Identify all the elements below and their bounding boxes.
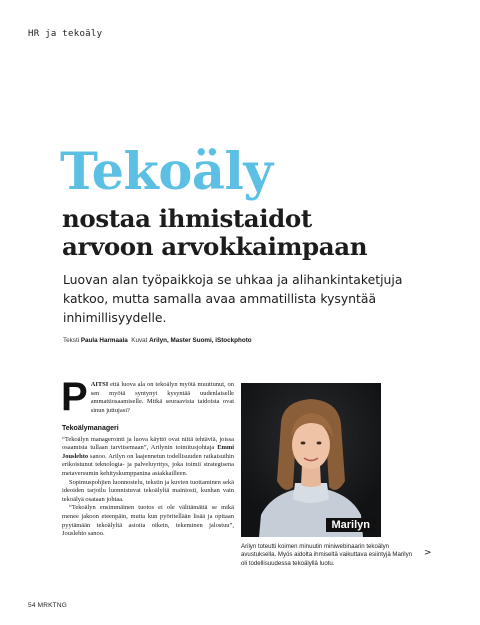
photo-caption: Arilyn toteutti koimen minuutin miniwebinaarin tekoälyn avustuksella. Myös aidolta ihmiseltä vaikuttava esiintyjä Marilyn oli todellisuudessa tekoälyllä luotu. xyxy=(241,543,413,567)
name-tag: Marilyn xyxy=(326,518,375,532)
article-body xyxy=(61,375,234,539)
text-credit-label: Teksti xyxy=(63,337,80,344)
portrait-illustration xyxy=(241,383,381,537)
images-credit-author: Arilyn, Master Suomi, iStockphoto xyxy=(149,337,252,344)
subheading: Tekoälymanageri xyxy=(62,425,119,432)
text-credit-author: Paula Harmaala xyxy=(80,337,128,344)
person-name: Emmi Jouslehto xyxy=(62,444,234,460)
images-credit-label: Kuvat xyxy=(131,337,148,344)
subtitle-line-1: nostaa ihmistaidot xyxy=(62,204,312,233)
portrait-photo xyxy=(241,383,381,537)
continue-arrow-icon: > xyxy=(424,548,432,558)
section-tag: HR ja tekoäly xyxy=(28,29,103,39)
lead-paragraph: Luovan alan työpaikkoja se uhkaa ja alihankintaketjuja katkoo, mutta samalla avaa ammatillista kysyntää inhimillisyydelle. xyxy=(63,272,403,325)
body-paragraph-3: “Tekoälyn ensimmäinen tuotos ei ole välttämättä se mikä menee jakoon eteenpäin, mutta kun pyöritellään lisää ja opitaan pyytämään tekoälyltä asioita oikein, tekeminen jalostuu”, Jouslehto sanoo. xyxy=(62,504,234,538)
drop-cap: P xyxy=(61,375,88,419)
body-paragraph-1: “Tekoälyn managerointi ja luova käyttö ovat niitä tehtäviä, joissa osaamista tullaan tarvitsemaan”, Arilynin toimitusjohtaja Emmi Jouslehto sanoo. Arilyn on laajennetun todellisuuden ratkaisuihin erikoistunut teknologia- ja palveluyritys, joka toimii strategisena metaversumin kehityskumppanina asiakkailleen. xyxy=(62,435,234,477)
intro-paragraph xyxy=(61,375,234,419)
intro-text: että luova ala on tekoälyn myötä muuttunut, on sen myötä syntynyt kysyntää uudenlaiselle ammattiosaamiselle. Mitkä seuraavista taidoista ovat sinun juttujasi? xyxy=(90,381,234,414)
intro-caps: AITSI xyxy=(90,381,109,388)
body-paragraph-2: Sopimuspohjien luonnostelu, tekstin ja kuvien tuottaminen sekä ideoiden tarjoilu luonnistuvat tekoälyltä mainiosti, kunhan vain tekoälyä osataan johtaa. xyxy=(62,478,234,503)
subtitle-line-2: arvoon arvokkaimpaan xyxy=(62,232,368,261)
article-subtitle xyxy=(62,205,367,261)
article-title: Tekoäly xyxy=(60,142,273,202)
byline xyxy=(63,337,252,344)
page-folio: 54 MRKTNG xyxy=(28,602,68,609)
